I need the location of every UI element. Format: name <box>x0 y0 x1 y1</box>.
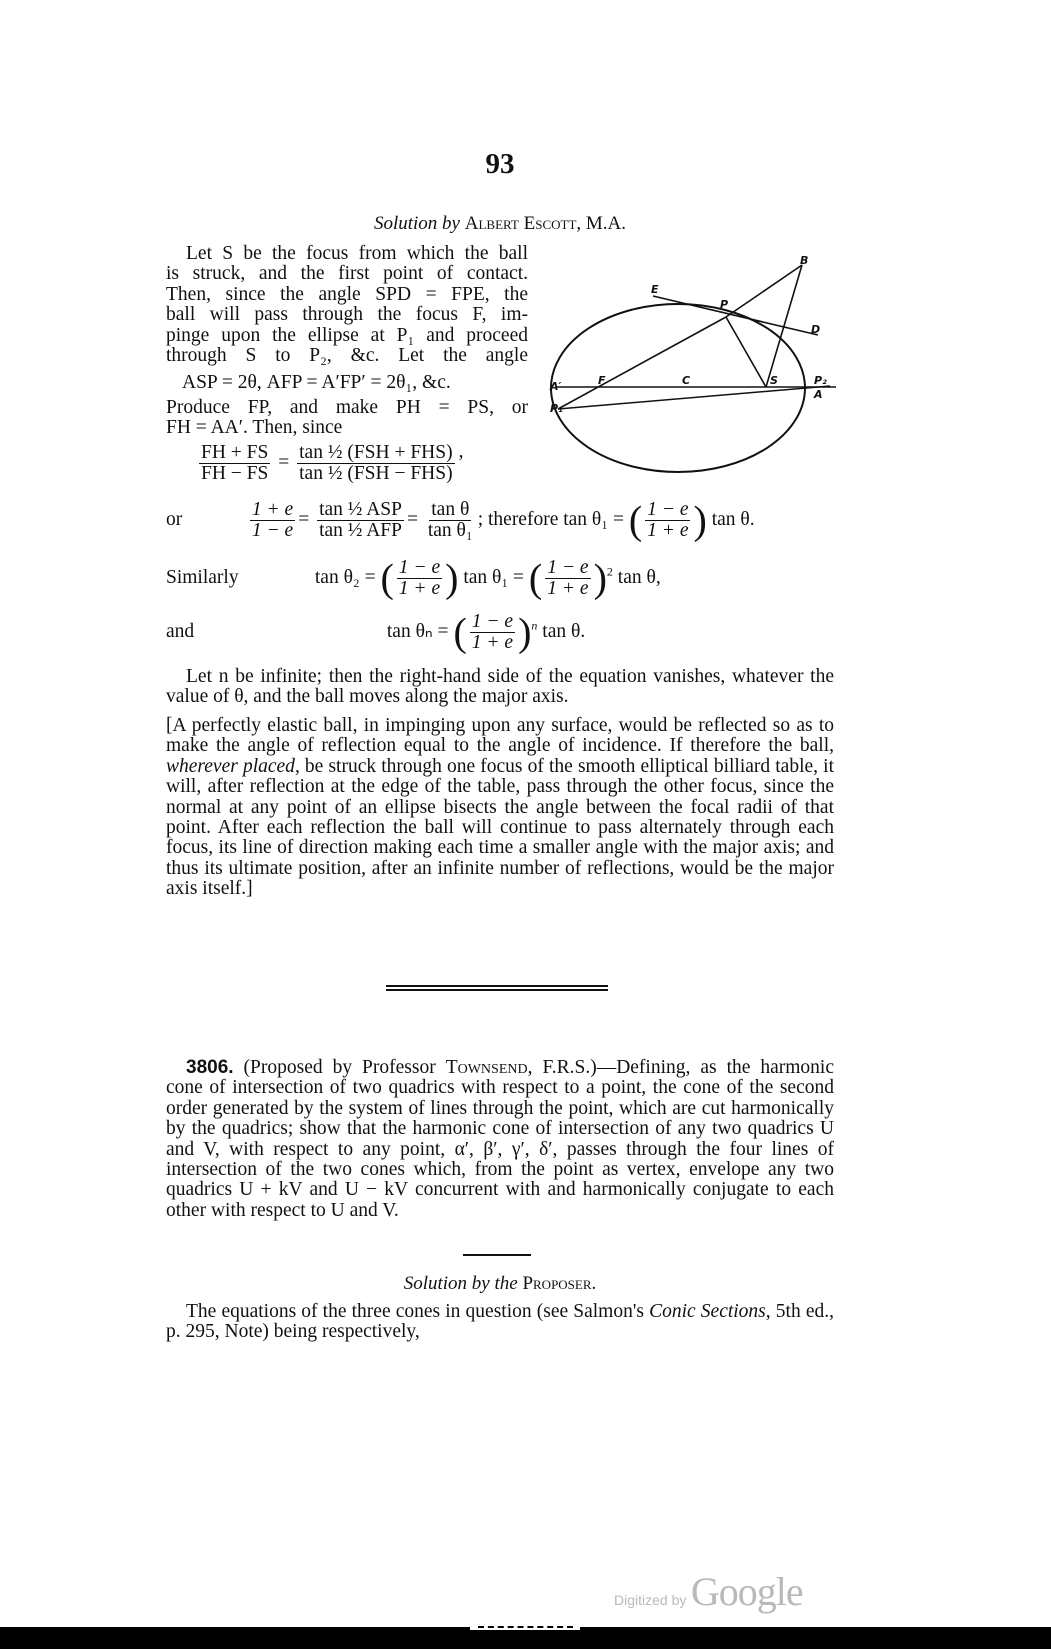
denominator: FH − FS <box>201 463 269 484</box>
denominator: tan ½ AFP <box>319 520 402 541</box>
label-e: E <box>651 283 659 296</box>
short-divider <box>463 1254 531 1256</box>
numerator: tan ½ ASP <box>319 499 402 520</box>
fraction <box>199 443 270 484</box>
fraction <box>250 500 295 541</box>
denominator: 1 + e <box>547 578 589 599</box>
intro-line: pinge upon the ellipse at P₁ and proceed <box>166 324 528 346</box>
equation-lhs: tan θ₂ = <box>314 566 376 588</box>
scan-edge-bar <box>0 1627 1051 1649</box>
denominator: tan θ₁ <box>427 520 473 541</box>
produce-text <box>166 398 528 439</box>
solution-intro <box>166 244 528 366</box>
right-paren: ) <box>518 609 532 655</box>
therefore-text: ; therefore tan θ₁ = <box>477 508 624 530</box>
punctuation: ’ <box>457 451 465 473</box>
left-paren: ( <box>628 497 643 543</box>
ellipse <box>551 304 805 472</box>
exponent: 2 <box>606 564 613 579</box>
fraction <box>397 558 442 599</box>
numerator: 1 − e <box>398 557 441 578</box>
numerator: tan ½ (FSH + FHS) <box>299 442 453 463</box>
heading-italic: Solution by <box>373 213 460 234</box>
equation-tail: tan θ. <box>542 620 586 642</box>
right-paren: ) <box>445 555 459 601</box>
equation-label: and <box>166 620 195 642</box>
left-paren: ( <box>528 555 543 601</box>
solution2-text: The equations of the three cones in question (see Salmon's <box>186 1301 650 1322</box>
solution-heading <box>166 1273 834 1295</box>
equals-sign: = <box>278 451 290 473</box>
google-watermark <box>614 1568 803 1615</box>
book-title: Conic Sections <box>649 1301 766 1322</box>
page-number: 93 <box>485 148 515 180</box>
denominator: 1 + e <box>647 520 689 541</box>
intro-line: through S to P₂, &c. Let the angle <box>166 345 528 367</box>
line-p1-s <box>558 386 830 409</box>
denominator: 1 + e <box>398 578 441 599</box>
label-f: F <box>598 374 606 387</box>
line-p-s <box>726 317 766 387</box>
label-p2: P₂ <box>814 374 827 387</box>
scan-edge-dash <box>478 1626 573 1628</box>
equation-lhs: tan θₙ = <box>386 620 449 642</box>
fraction <box>645 500 690 541</box>
fraction <box>426 500 475 541</box>
equation-4 <box>166 609 846 655</box>
equation-1 <box>196 443 464 484</box>
note-text-continued: , be struck through one focus of the smooth elliptical billiard table, it will, after reflection at the edge of the table, pass through the other focus, since the normal at any point of an ellipse bisects the angle between the focal radii of that point. After each reflection the ball will continue to pass alternately through each focus, its line of direction making each time a smaller angle with the major axis; and thus its ultimate position, after an infinite number of reflections, would be the major axis itself.] <box>166 755 834 900</box>
equation-label: Similarly <box>166 566 239 588</box>
numerator: tan θ <box>431 499 470 520</box>
section-divider <box>386 985 608 991</box>
equation-3 <box>166 555 846 601</box>
intro-line: ball will pass through the focus F, im- <box>166 304 528 326</box>
fraction <box>470 612 515 653</box>
label-c: C <box>682 374 691 387</box>
fraction <box>317 500 404 541</box>
equation-2: or $\frac{1 + e}{1 - e}$ = $\frac{\text{tan ½ ASP}}{\text{tan ½ AFP}}$ = $\frac{\text{tan θ}}{\text{tan θ₁}}$ ; therefore tan θ₁ = ( $\frac{1 - e}{1 + e}$ ) tan θ. <box>166 497 755 543</box>
heading-author: Proposer <box>522 1273 592 1294</box>
line-p1-p <box>558 317 726 409</box>
solution2-paragraph <box>166 1302 834 1343</box>
equation-mid: tan θ₁ = <box>463 566 525 588</box>
numerator: 1 − e <box>647 499 689 520</box>
ellipse-figure <box>548 250 838 480</box>
watermark-brand: Google <box>690 1569 803 1614</box>
conclusion-paragraph: Let n be infinite; then the right-hand side of the equation vanishes, whatever the value of θ, and the ball moves along the major axis. <box>166 666 834 708</box>
problem-text-continued: , F.R.S.)—Defining, as the harmonic cone of intersection of two quadrics with respect to a point, the cone of the second order generated by the system of lines through the point, which are cut harmonically by the quadrics; show that the harmonic cone of intersection of any two quadrics U and V, with respect to any point, α′, β′, γ′, δ′, passes through the four lines of intersection of the two cones which, from the point as vertex, envelope any two quadrics U + kV and U − kV concurrent with and harmonically conjugate to each other with respect to U and V. <box>166 1057 835 1221</box>
label-b: B <box>800 254 809 267</box>
label-d: D <box>811 323 821 336</box>
tangent-e-d <box>653 296 821 336</box>
proposer-name: Townsend <box>445 1057 528 1078</box>
label-s: S <box>770 374 778 387</box>
denominator: 1 − e <box>251 520 294 541</box>
right-paren: ) <box>693 497 707 543</box>
editor-note-paragraph <box>166 716 834 900</box>
numerator: 1 − e <box>471 611 514 632</box>
note-italic: wherever placed <box>166 755 295 777</box>
solution-heading <box>166 213 834 235</box>
fraction <box>545 558 590 599</box>
produce-line: Produce FP, and make PH = PS, or <box>166 397 528 418</box>
equation-label: or <box>166 508 183 530</box>
solution2-text-continued: , 5th ed., p. 295, Note) being respectively, <box>166 1301 834 1343</box>
heading-italic: Solution by the <box>403 1273 518 1294</box>
heading-suffix: , M.A. <box>576 213 627 234</box>
label-a-prime: A′ <box>550 380 562 393</box>
fraction <box>297 443 454 484</box>
numerator: FH + FS <box>201 442 269 463</box>
watermark-prefix: Digitized by <box>614 1592 687 1608</box>
label-a: A <box>814 388 823 401</box>
numerator: 1 + e <box>251 499 294 520</box>
line-p-b <box>726 265 802 317</box>
equation-tail: tan θ, <box>617 566 661 588</box>
note-text: [A perfectly elastic ball, in impinging upon any surface, would be reflected so as to make the angle of reflection equal to the angle of incidence. If therefore the ball, <box>166 715 834 757</box>
scan-edge-notch <box>470 1620 580 1630</box>
problem-text: (Proposed by Professor <box>243 1057 446 1078</box>
denominator: tan ½ (FSH − FHS) <box>299 463 453 484</box>
produce-line: FH = AA′. Then, since <box>166 417 343 439</box>
problem-number: 3806. <box>186 1057 234 1078</box>
equation-tail: tan θ. <box>711 508 755 530</box>
denominator: 1 + e <box>471 632 514 653</box>
intro-line: Then, since the angle SPD = FPE, the <box>166 283 528 305</box>
line-s-b <box>766 265 802 387</box>
problem-paragraph <box>166 1058 834 1221</box>
heading-suffix: . <box>591 1273 597 1294</box>
exponent: n <box>531 618 538 633</box>
intro-line: Let S be the focus from which the ball <box>186 243 528 264</box>
intro-line: is struck, and the first point of contact. <box>166 263 528 285</box>
label-p1: P₁ <box>550 402 563 415</box>
left-paren: ( <box>453 609 467 655</box>
numerator: 1 − e <box>547 557 589 578</box>
heading-author: Albert Escott <box>464 213 577 234</box>
angle-equation: ASP = 2θ, AFP = A′FP′ = 2θ₁, &c. <box>182 372 451 393</box>
label-p: P <box>720 298 729 311</box>
right-paren: ) <box>593 555 607 601</box>
left-paren: ( <box>380 555 394 601</box>
